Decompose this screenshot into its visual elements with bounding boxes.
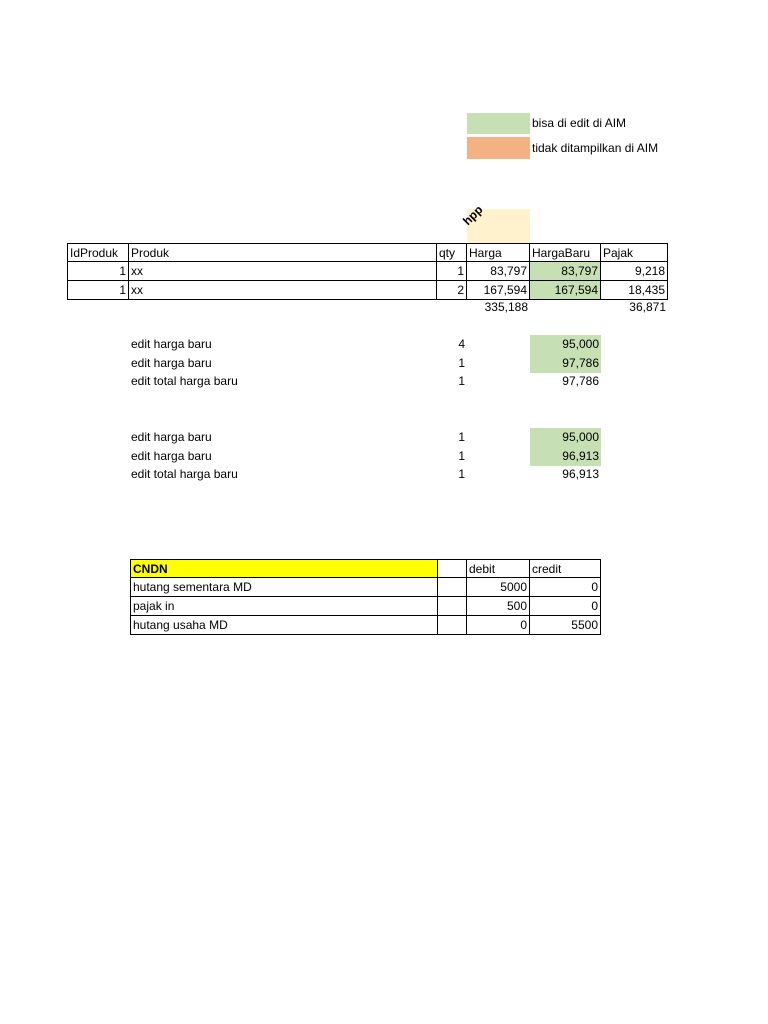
total-harga: 335,188: [484, 300, 528, 314]
legend-swatch-editable: [467, 113, 530, 134]
cndn-header-empty: [438, 559, 467, 578]
table-row-2-qty: 2: [437, 281, 467, 300]
cndn-header-label: CNDN: [130, 559, 438, 578]
header-pajak: Pajak: [601, 243, 668, 262]
cndn-header-credit: credit: [530, 559, 601, 578]
edit-2-row-2-value[interactable]: 96,913: [530, 447, 601, 466]
edit-1-row-2-label: edit harga baru: [131, 356, 212, 370]
edit-2-row-1-label: edit harga baru: [131, 430, 212, 444]
cndn-row-3-label: hutang usaha MD: [130, 616, 438, 635]
edit-1-row-3-label: edit total harga baru: [131, 374, 238, 388]
cndn-row-3-credit: 5500: [530, 616, 601, 635]
edit-1-row-3-qty: 1: [458, 374, 465, 388]
edit-2-row-3-value: 96,913: [562, 467, 599, 481]
edit-1-row-1-qty: 4: [458, 337, 465, 351]
edit-2-row-1-qty: 1: [458, 430, 465, 444]
edit-1-row-1-label: edit harga baru: [131, 337, 212, 351]
table-row-2-produk: xx: [129, 281, 437, 300]
table-row-1-qty: 1: [437, 262, 467, 281]
hpp-label: hpp: [460, 202, 486, 228]
edit-2-row-1-value[interactable]: 95,000: [530, 428, 601, 447]
total-pajak: 36,871: [629, 300, 666, 314]
edit-1-row-2-qty: 1: [458, 356, 465, 370]
edit-2-row-3-qty: 1: [458, 467, 465, 481]
header-qty: qty: [437, 243, 467, 262]
table-row-2-idproduk: 1: [67, 281, 129, 300]
cndn-row-2-empty: [438, 597, 467, 616]
cndn-row-2-label: pajak in: [130, 597, 438, 616]
edit-1-row-2-value[interactable]: 97,786: [530, 354, 601, 373]
table-row-2-harga: 167,594: [467, 281, 530, 300]
table-row-1-idproduk: 1: [67, 262, 129, 281]
edit-1-row-3-value: 97,786: [562, 374, 599, 388]
cndn-row-1-empty: [438, 578, 467, 597]
table-row-1-hargabaru[interactable]: 83,797: [530, 262, 601, 281]
cndn-row-3-debit: 0: [467, 616, 530, 635]
cndn-row-2-debit: 500: [467, 597, 530, 616]
edit-1-row-1-value[interactable]: 95,000: [530, 335, 601, 354]
table-row-1-produk: xx: [129, 262, 437, 281]
edit-2-row-2-qty: 1: [458, 449, 465, 463]
header-harga: Harga: [467, 243, 530, 262]
cndn-row-1-debit: 5000: [467, 578, 530, 597]
legend-label-editable: bisa di edit di AIM: [532, 116, 627, 130]
table-row-1-pajak: 9,218: [601, 262, 668, 281]
legend-swatch-hidden: [467, 137, 530, 159]
legend-label-hidden: tidak ditampilkan di AIM: [532, 141, 659, 155]
table-row-2-pajak: 18,435: [601, 281, 668, 300]
table-row-2-hargabaru[interactable]: 167,594: [530, 281, 601, 300]
edit-2-row-3-label: edit total harga baru: [131, 467, 238, 481]
cndn-row-3-empty: [438, 616, 467, 635]
cndn-row-2-credit: 0: [530, 597, 601, 616]
table-row-1-harga: 83,797: [467, 262, 530, 281]
cndn-row-1-credit: 0: [530, 578, 601, 597]
edit-2-row-2-label: edit harga baru: [131, 449, 212, 463]
cndn-row-1-label: hutang sementara MD: [130, 578, 438, 597]
header-hargabaru: HargaBaru: [530, 243, 601, 262]
header-idproduk: IdProduk: [67, 243, 129, 262]
header-produk: Produk: [129, 243, 437, 262]
cndn-header-debit: debit: [467, 559, 530, 578]
